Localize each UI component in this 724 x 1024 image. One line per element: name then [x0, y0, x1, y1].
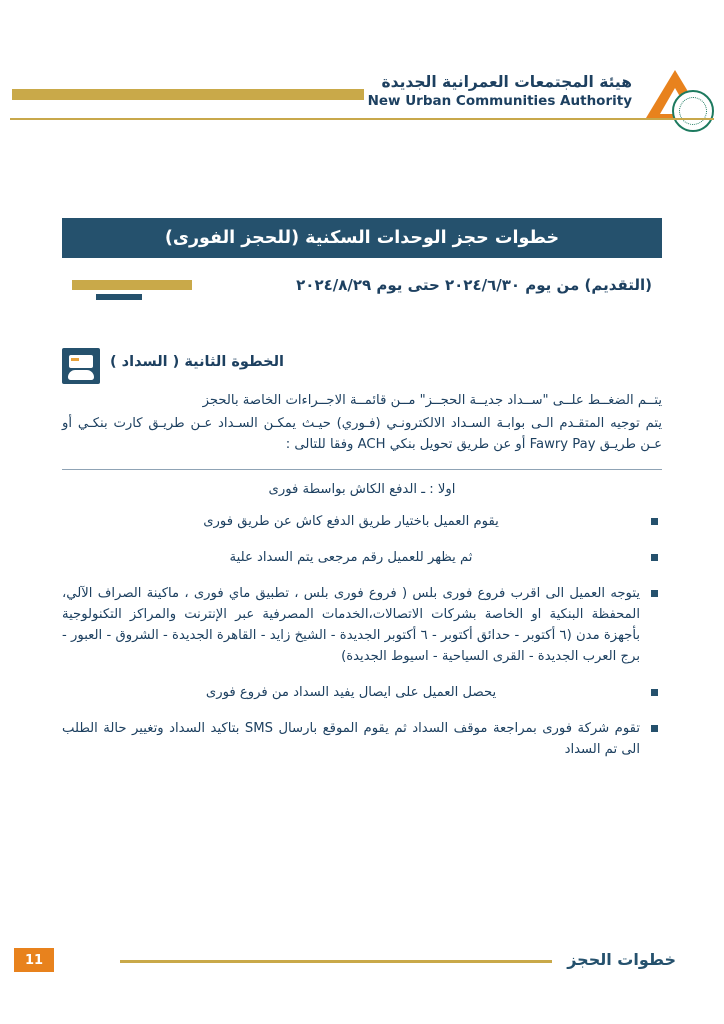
step-heading-label: الخطوة الثانية ( السداد )	[110, 354, 284, 370]
payment-card-icon	[62, 348, 100, 384]
submission-period	[72, 276, 652, 314]
header-divider	[10, 118, 714, 120]
cash-payment-label: اولا : ـ الدفع الكاش بواسطة فورى	[268, 482, 456, 497]
hand-shape-icon	[68, 370, 94, 380]
organization-name-arabic: هيئة المجتمعات العمرانية الجديدة	[381, 73, 632, 91]
logo-seal-icon	[672, 90, 714, 132]
subtitle-gold-bar	[72, 280, 192, 290]
footer-divider	[120, 960, 552, 963]
subtitle-navy-bar	[96, 294, 142, 300]
page-header	[0, 62, 724, 134]
page-footer	[0, 948, 724, 984]
header-gold-bar	[12, 89, 364, 100]
nuca-logo	[640, 68, 714, 132]
step-heading-row	[62, 348, 662, 384]
step-paragraph-1: يتــم الضغــط علــى "ســداد جديــة الحجــز" مــن قائمــة الاجــراءات الخاصة بالحجز	[202, 393, 662, 408]
list-item: ثم يظهر للعميل رقم مرجعى يتم السداد علية	[62, 547, 662, 568]
organization-name	[368, 72, 632, 110]
content-divider	[62, 469, 662, 470]
step-content	[62, 348, 662, 775]
footer-title: خطوات الحجز	[567, 950, 676, 969]
submission-period-text: (التقديم) من يوم ٢٠٢٤/٦/٣٠ حتى يوم ٢٠٢٤/٨/٢٩	[296, 276, 652, 294]
list-item: يحصل العميل على ايصال يفيد السداد من فروع فورى	[62, 682, 662, 703]
list-item: يقوم العميل باختيار طريق الدفع كاش عن طريق فورى	[62, 511, 662, 532]
page-number-badge: 11	[14, 948, 54, 972]
organization-name-english: New Urban Communities Authority	[367, 93, 632, 109]
cash-payment-steps-list	[62, 511, 662, 760]
list-item: تقوم شركة فورى بمراجعة موقف السداد ثم يقوم الموقع بارسال SMS بتاكيد السداد وتغيير حالة الطلب الى تم السداد	[62, 718, 662, 760]
page-title-text: خطوات حجز الوحدات السكنية (للحجز الفورى)	[164, 228, 560, 248]
page-title	[62, 218, 662, 258]
card-shape-icon	[69, 355, 93, 368]
step-paragraph-2: يتم توجيه المتقـدم الـى بوابـة السـداد الالكترونـي (فـوري) حيـث يمكـن السـداد عـن طريـق كارت بنكـي أو عـن طريـق Fawry Pay أو عن طريق تحويل بنكي ACH وفقا للتالى :	[62, 416, 662, 452]
list-item: يتوجه العميل الى اقرب فروع فورى بلس ( فروع فورى بلس ، تطبيق ماي فورى ، ماكينة الصراف الآلي، المحفظة البنكية او الخاصة بشركات الاتصالات،الخدمات المصرفية عبر الإنترنت والمراكز التكنولوجية بأجهزة مدن (٦ أكتوبر - حدائق أكتوبر - ٦ أكتوبر الجديدة - الشيخ زايد - القاهرة الجديدة - الشروق - العبور - برج العرب الجديدة - القرى السياحية - اسيوط الجديدة)	[62, 583, 662, 667]
